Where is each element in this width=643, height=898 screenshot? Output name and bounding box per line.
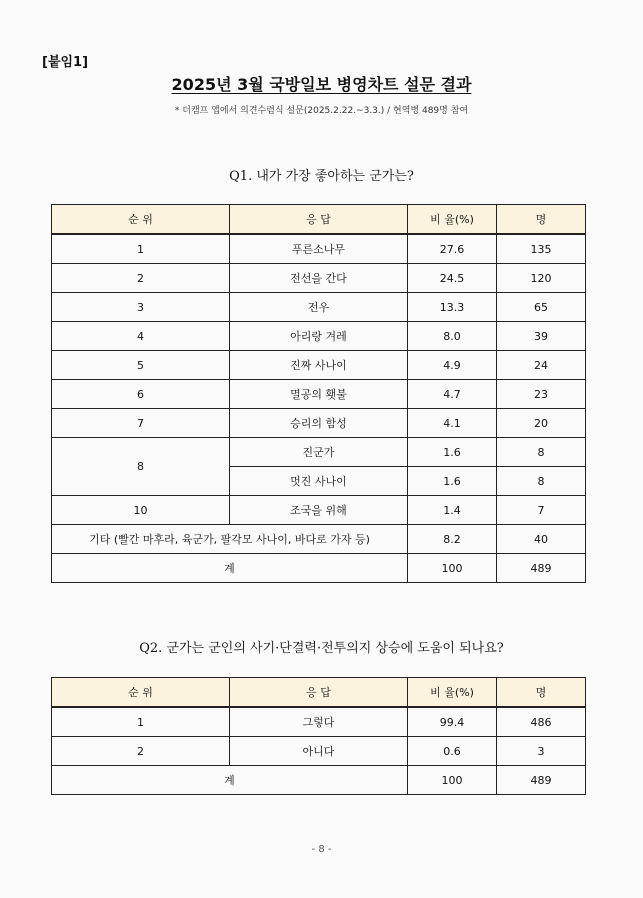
ratio-cell: 100: [408, 554, 497, 583]
response-cell: 전선을 간다: [230, 264, 408, 293]
ratio-cell: 4.1: [408, 409, 497, 438]
table-row: [52, 234, 586, 264]
count-cell: 8: [497, 467, 586, 496]
rank-cell: 7: [52, 409, 230, 438]
header-ratio: 비 율(%): [408, 678, 497, 708]
count-cell: 23: [497, 380, 586, 409]
q1-question: Q1. 내가 가장 좋아하는 군가는?: [229, 169, 414, 184]
ratio-cell: 99.4: [408, 707, 497, 737]
count-cell: 486: [497, 707, 586, 737]
rank-cell-merged: 8: [52, 438, 230, 496]
header-response: 응 답: [230, 205, 408, 235]
header-rank: 순 위: [52, 205, 230, 235]
ratio-cell: 27.6: [408, 234, 497, 264]
table-row-other: [52, 525, 586, 554]
ratio-cell: 13.3: [408, 293, 497, 322]
count-cell: 65: [497, 293, 586, 322]
rank-cell: 5: [52, 351, 230, 380]
document-title: [0, 72, 643, 95]
count-cell: 8: [497, 438, 586, 467]
ratio-cell: 8.0: [408, 322, 497, 351]
count-cell: 120: [497, 264, 586, 293]
count-cell: 40: [497, 525, 586, 554]
table-row: [52, 322, 586, 351]
rank-cell: 2: [52, 264, 230, 293]
header-count: 명: [497, 205, 586, 235]
attachment-label: [붙임1]: [42, 55, 89, 70]
total-label-cell: 계: [52, 766, 408, 795]
table-row: [52, 380, 586, 409]
response-cell: 진짜 사나이: [230, 351, 408, 380]
table-row: [52, 264, 586, 293]
header-count: 명: [497, 678, 586, 708]
table-row: [52, 737, 586, 766]
table-row: [52, 409, 586, 438]
rank-cell: 1: [52, 234, 230, 264]
table-row-total: [52, 554, 586, 583]
document-title-text: 2025년 3월 국방일보 병영차트 설문 결과: [171, 75, 472, 94]
ratio-cell: 24.5: [408, 264, 497, 293]
count-cell: 489: [497, 766, 586, 795]
table-header-row: [52, 205, 586, 235]
ratio-cell: 8.2: [408, 525, 497, 554]
response-cell: 진군가: [230, 438, 408, 467]
response-cell: 멸공의 횃불: [230, 380, 408, 409]
count-cell: 3: [497, 737, 586, 766]
header-response: 응 답: [230, 678, 408, 708]
count-cell: 39: [497, 322, 586, 351]
rank-cell: 6: [52, 380, 230, 409]
count-cell: 24: [497, 351, 586, 380]
table-row: [52, 293, 586, 322]
count-cell: 489: [497, 554, 586, 583]
ratio-cell: 1.4: [408, 496, 497, 525]
survey-note: * 더캠프 앱에서 의견수렴식 설문(2025.2.22.~3.3.) / 현역병 489명 참여: [174, 106, 469, 116]
response-cell: 푸른소나무: [230, 234, 408, 264]
page-number: - 8 -: [311, 844, 332, 855]
total-label-cell: 계: [52, 554, 408, 583]
table-row: [52, 707, 586, 737]
ratio-cell: 1.6: [408, 438, 497, 467]
count-cell: 135: [497, 234, 586, 264]
rank-cell: 4: [52, 322, 230, 351]
count-cell: 7: [497, 496, 586, 525]
header-rank: 순 위: [52, 678, 230, 708]
table-header-row: [52, 678, 586, 708]
response-cell: 멋진 사나이: [230, 467, 408, 496]
table-row-total: [52, 766, 586, 795]
rank-cell: 3: [52, 293, 230, 322]
ratio-cell: 1.6: [408, 467, 497, 496]
ratio-cell: 4.7: [408, 380, 497, 409]
response-cell: 조국을 위해: [230, 496, 408, 525]
ratio-cell: 0.6: [408, 737, 497, 766]
q2-question: Q2. 군가는 군인의 사기·단결력·전투의지 상승에 도움이 되나요?: [139, 641, 504, 656]
rank-cell: 2: [52, 737, 230, 766]
response-cell: 전우: [230, 293, 408, 322]
table-row: [52, 438, 586, 467]
q2-results-table: [51, 677, 586, 795]
response-cell: 아리랑 겨레: [230, 322, 408, 351]
count-cell: 20: [497, 409, 586, 438]
table-row: [52, 351, 586, 380]
response-cell: 아니다: [230, 737, 408, 766]
response-cell: 그렇다: [230, 707, 408, 737]
ratio-cell: 100: [408, 766, 497, 795]
response-cell: 승리의 함성: [230, 409, 408, 438]
header-ratio: 비 율(%): [408, 205, 497, 235]
ratio-cell: 4.9: [408, 351, 497, 380]
q1-results-table: [51, 204, 586, 583]
rank-cell: 1: [52, 707, 230, 737]
rank-cell: 10: [52, 496, 230, 525]
table-row: [52, 496, 586, 525]
other-label-cell: 기타 (빨간 마후라, 육군가, 팔각모 사나이, 바다로 가자 등): [52, 525, 408, 554]
